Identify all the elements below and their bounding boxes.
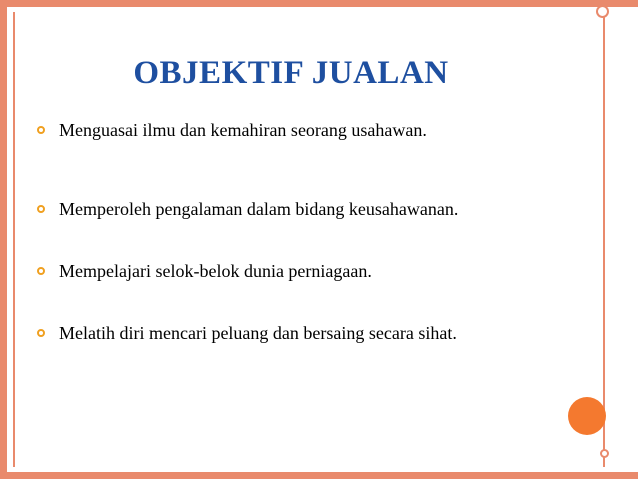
list-item xyxy=(37,178,458,240)
ring-bullet-icon xyxy=(37,205,45,213)
ring-bullet-icon xyxy=(37,329,45,337)
slide-border-bottom xyxy=(0,472,638,479)
bullet-text: Mempelajari selok-belok dunia perniagaan. xyxy=(59,260,372,281)
bullet-list xyxy=(37,116,458,364)
bullet-text: Melatih diri mencari peluang dan bersaing secara sihat. xyxy=(59,322,457,343)
decorative-circle-top xyxy=(596,5,609,18)
bullet-text: Memperoleh pengalaman dalam bidang keusahawanan. xyxy=(59,198,459,219)
bullet-text: Menguasai ilmu dan kemahiran seorang usahawan. xyxy=(59,119,427,140)
slide-border-top xyxy=(0,0,638,7)
list-item xyxy=(37,240,458,302)
decorative-circle-accent xyxy=(568,397,606,435)
decorative-rail-right xyxy=(603,12,605,467)
ring-bullet-icon xyxy=(37,267,45,275)
decorative-circle-small xyxy=(600,449,609,458)
slide-title: OBJEKTIF JUALAN xyxy=(133,55,449,91)
ring-bullet-icon xyxy=(37,126,45,134)
list-item xyxy=(37,302,458,364)
list-item xyxy=(37,116,458,144)
